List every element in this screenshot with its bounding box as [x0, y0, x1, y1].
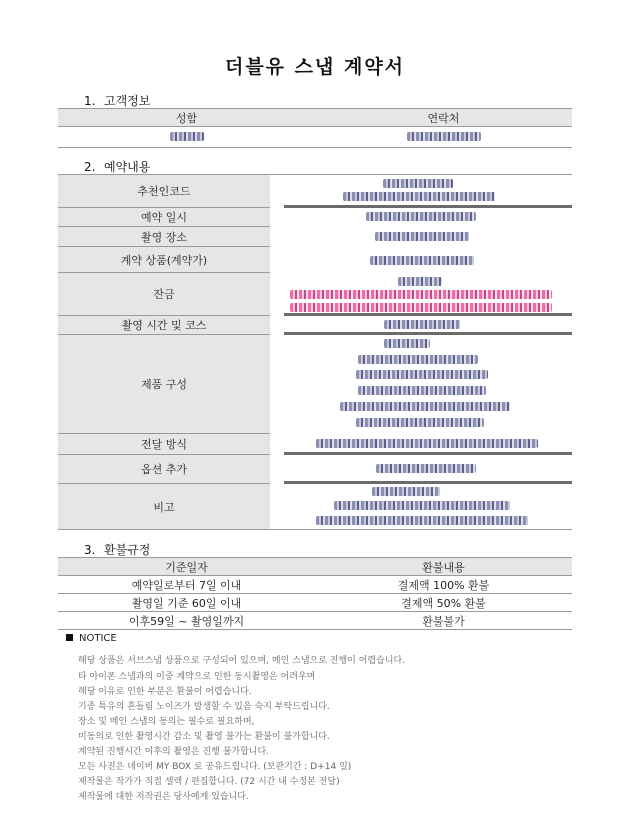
value-referral-2 — [343, 191, 495, 204]
value-balance-3 — [290, 302, 552, 315]
notice-line: 해당 이유로 인한 부분은 환불이 어렵습니다. — [78, 687, 252, 697]
header-contact: 연락처 — [427, 111, 460, 125]
label-balance: 잔금 — [153, 288, 175, 301]
row-options — [58, 455, 270, 483]
header-base-date: 기준일자 — [165, 560, 208, 574]
refund-row — [58, 594, 572, 611]
row-shoot-time — [58, 316, 270, 334]
value-products-1 — [384, 338, 430, 351]
customer-header-row — [58, 109, 572, 126]
value-products-2 — [358, 354, 478, 367]
value-products-6 — [356, 417, 484, 430]
notice-line: 모든 사진은 네이버 MY BOX 로 공유드립니다. (보관기간 : D+14 일) — [78, 762, 352, 772]
row-product — [58, 247, 270, 272]
value-balance-2 — [290, 289, 552, 302]
row-reservation-date — [58, 208, 270, 226]
notice-line: 장소 및 메인 스냅의 동의는 필수로 필요하며, — [78, 717, 255, 727]
refund-row — [58, 612, 572, 629]
notice-line: 제작물은 작가가 직접 셀렉 / 편집합니다. (72 시간 내 수정본 전달) — [78, 777, 340, 787]
label-reservation-date: 예약 일시 — [140, 211, 187, 224]
section-reservation-heading — [84, 158, 150, 175]
refund-date: 촬영일 기준 60일 이내 — [131, 596, 242, 610]
label-product: 계약 상품(계약가) — [120, 253, 208, 267]
label-options: 옵션 추가 — [140, 463, 187, 476]
value-location — [375, 231, 469, 244]
notice-line: 기종 특유의 흔들림 노이즈가 발생할 수 있음 숙지 부탁드립니다. — [78, 702, 330, 712]
row-delivery — [58, 434, 270, 454]
row-referral-code — [58, 175, 270, 207]
value-products-3 — [356, 369, 488, 382]
customer-name-value — [58, 127, 315, 146]
section-number: 1. — [84, 94, 96, 108]
value-options — [376, 463, 476, 476]
customer-value-row — [58, 127, 572, 146]
label-remarks: 비고 — [153, 500, 175, 514]
section-number: 3. — [84, 543, 96, 557]
label-location: 촬영 장소 — [140, 230, 187, 244]
label-products: 제품 구성 — [140, 378, 187, 391]
section-title: 고객정보 — [104, 94, 151, 108]
refund-content: 결제액 50% 환불 — [401, 596, 486, 610]
section-title: 예약내용 — [104, 160, 151, 174]
value-reservation-date — [366, 211, 476, 224]
refund-header-row — [58, 558, 572, 575]
refund-date: 예약일로부터 7일 이내 — [131, 578, 242, 592]
label-shoot-time: 촬영 시간 및 코스 — [121, 319, 207, 332]
value-shoot-time — [384, 319, 460, 332]
label-delivery: 전달 방식 — [140, 438, 187, 451]
reservation-table — [58, 174, 572, 534]
notice-title: NOTICE — [79, 633, 117, 644]
customer-contact-value — [315, 127, 572, 146]
notice-line: 타 아이폰 스냅과의 이중 계약으로 인한 동시촬영은 어려우며 — [78, 672, 316, 682]
value-remarks-2 — [334, 500, 510, 513]
value-product — [370, 255, 474, 268]
notice-line: 계약된 진행시간 이후의 촬영은 진행 불가합니다. — [78, 747, 270, 757]
value-delivery — [316, 438, 538, 451]
header-refund-content: 환불내용 — [422, 560, 465, 574]
value-remarks-1 — [372, 486, 440, 499]
section-customer-info-heading — [84, 92, 150, 109]
notice-line: 해당 상품은 서브스냅 상품으로 구성되어 있으며, 메인 스냅으로 진행이 어렵습니다. — [78, 656, 406, 666]
notice-line: 미동의로 인한 촬영시간 감소 및 촬영 불가는 환불이 불가합니다. — [78, 732, 330, 742]
label-referral-code: 추천인코드 — [137, 185, 191, 198]
refund-content: 결제액 100% 환불 — [397, 578, 490, 592]
notice-heading — [66, 633, 117, 644]
document-title: 더블유 스냅 계약서 — [224, 56, 406, 78]
value-referral-1 — [383, 178, 453, 191]
customer-info-table — [58, 108, 572, 148]
refund-date: 이후59일 ~ 촬영일까지 — [128, 614, 245, 628]
header-name: 성함 — [175, 111, 198, 125]
row-products — [58, 335, 270, 433]
row-location — [58, 227, 270, 246]
value-products-5 — [340, 401, 510, 414]
value-remarks-3 — [316, 515, 528, 528]
row-balance — [58, 273, 270, 315]
value-balance-1 — [398, 276, 442, 289]
value-products-4 — [358, 385, 486, 398]
section-title: 환불규정 — [104, 543, 151, 557]
refund-content: 환불불가 — [422, 614, 465, 628]
refund-row — [58, 576, 572, 593]
row-remarks — [58, 484, 270, 529]
section-refund-heading — [84, 541, 150, 558]
refund-policy-table — [58, 557, 572, 629]
notice-line: 제작물에 대한 저작권은 당사에게 있습니다. — [78, 792, 249, 802]
section-number: 2. — [84, 160, 96, 174]
square-bullet-icon — [66, 634, 73, 641]
